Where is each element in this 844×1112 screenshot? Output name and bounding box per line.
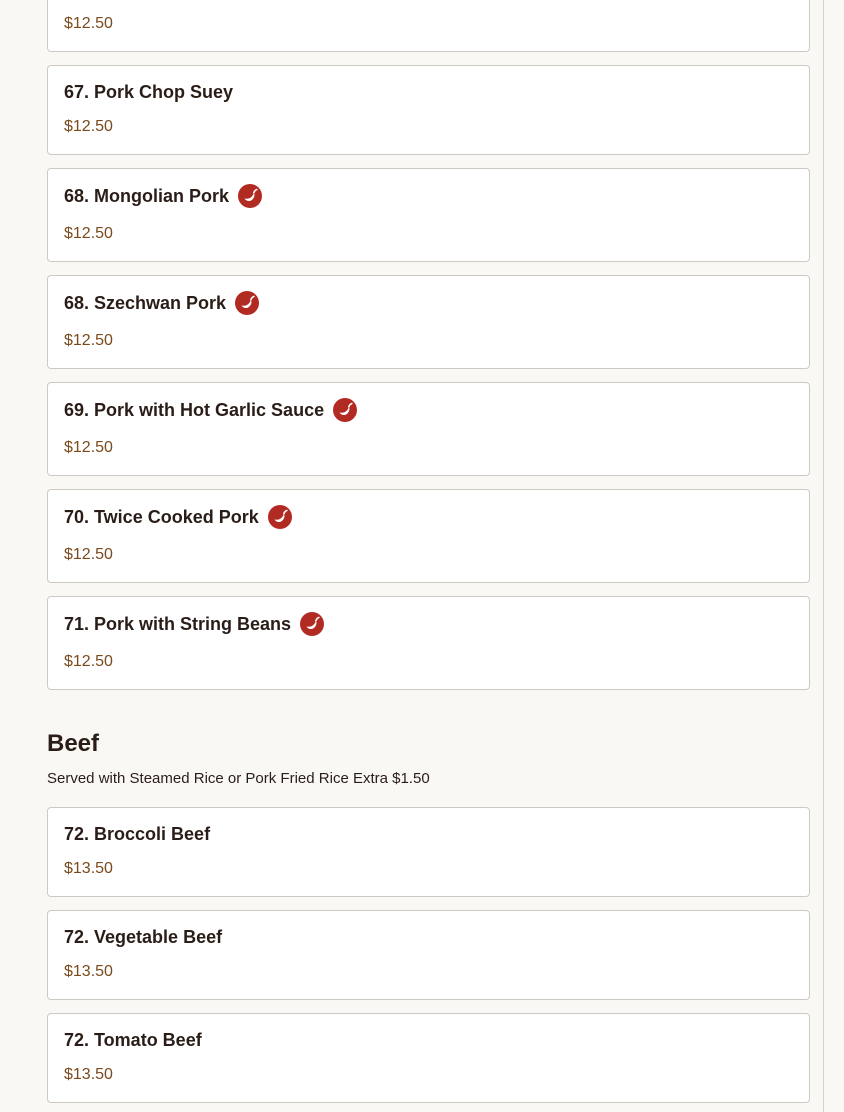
menu-item-title [64,824,210,845]
menu-item-card[interactable] [47,382,810,476]
chili-pepper-icon [235,291,259,315]
menu-item-card[interactable] [47,596,810,690]
menu-item-name: 68. Szechwan Pork [64,292,227,313]
menu-item-price: $13.50 [64,963,113,980]
menu-item-title [64,82,233,103]
menu-item-price: $12.50 [64,15,113,32]
menu-item-name: 72. Broccoli Beef [64,824,211,844]
menu-item-name: 72. Vegetable Beef [64,927,223,947]
menu-item-name: 71. Pork with String Beans [64,613,292,634]
menu-item-card[interactable] [47,489,810,583]
chili-pepper-icon [333,398,357,422]
menu-item-title [64,184,262,208]
chili-pepper-icon [268,505,292,529]
menu-item-title [64,291,259,315]
menu-item-title [64,1030,202,1051]
section-title-beef: Beef [47,730,100,757]
menu-item-card[interactable] [47,275,810,369]
menu-item-price: $12.50 [64,439,113,456]
menu-item-price: $12.50 [64,546,113,563]
menu-item-card[interactable] [47,910,810,1000]
menu-item-card[interactable] [47,0,810,52]
menu-item-price: $12.50 [64,653,113,670]
menu-item-price: $12.50 [64,118,113,135]
menu-item-price: $13.50 [64,1066,113,1083]
menu-item-title [64,505,292,529]
menu-item-card[interactable] [47,168,810,262]
section-description: Served with Steamed Rice or Pork Fried Rice Extra $1.50 [47,770,430,787]
chili-pepper-icon [300,612,324,636]
menu-item-title [64,398,357,422]
menu-item-name: 68. Mongolian Pork [64,185,230,206]
menu-item-card[interactable] [47,1013,810,1103]
page-edge-divider [823,0,824,1112]
menu-item-name: 67. Pork Chop Suey [64,82,234,102]
menu-item-price: $12.50 [64,332,113,349]
chili-pepper-icon [238,184,262,208]
menu-item-card[interactable] [47,65,810,155]
menu-item-title [64,612,324,636]
menu-item-name: 70. Twice Cooked Pork [64,506,259,527]
menu-item-price: $13.50 [64,860,113,877]
menu-item-title [64,927,222,948]
menu-item-name: 72. Tomato Beef [64,1030,202,1050]
menu-item-card[interactable] [47,807,810,897]
menu-item-price: $12.50 [64,225,113,242]
menu-item-name: 69. Pork with Hot Garlic Sauce [64,399,325,420]
